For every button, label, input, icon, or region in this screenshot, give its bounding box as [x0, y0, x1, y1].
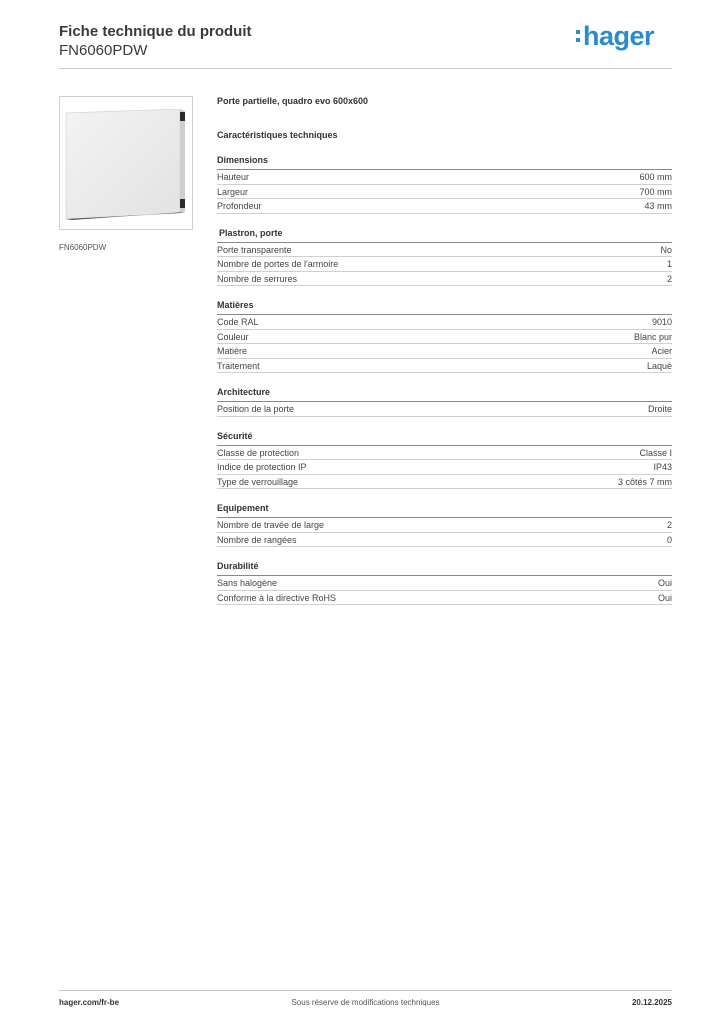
spec-value: 2: [666, 273, 672, 284]
product-image-caption: FN6060PDW: [59, 243, 107, 252]
spec-groups: [217, 155, 672, 605]
spec-value: No: [660, 244, 672, 255]
spec-row: [217, 533, 672, 548]
spec-label: Profondeur: [217, 201, 262, 211]
logo-dots-icon: [576, 30, 580, 46]
spec-row: [217, 272, 672, 287]
spec-label: Conforme à la directive RoHS: [217, 592, 337, 603]
spec-value: Acier: [651, 346, 672, 356]
spec-group: [217, 387, 672, 417]
spec-row: [217, 576, 672, 591]
spec-label: Sans halogène: [217, 578, 278, 588]
spec-group: [217, 228, 672, 287]
spec-label: Nombre de rangées: [217, 534, 297, 545]
spec-row: [217, 591, 672, 606]
footer-disclaimer: Sous réserve de modifications techniques: [291, 998, 440, 1007]
spec-value: 600 mm: [639, 172, 672, 182]
spec-value: 9010: [651, 317, 672, 327]
spec-value: Classe I: [639, 447, 672, 458]
spec-value: Oui: [657, 592, 672, 603]
spec-row: [217, 315, 672, 330]
spec-value: Laqué: [646, 360, 672, 371]
spec-group-title: Sécurité: [217, 431, 672, 446]
spec-row: [217, 170, 672, 185]
logo-wordmark: hager: [582, 21, 654, 51]
spec-value: Oui: [657, 578, 672, 588]
spec-value: 3 côtés 7 mm: [617, 476, 672, 487]
spec-group-title: Durabilité: [217, 561, 672, 576]
spec-heading: Caractéristiques techniques: [217, 130, 338, 140]
spec-group-title: Matières: [217, 300, 672, 315]
spec-group-title: Dimensions: [217, 155, 672, 170]
product-name: Porte partielle, quadro evo 600x600: [217, 96, 369, 106]
spec-group: [217, 503, 672, 547]
footer-date: 20.12.2025: [631, 998, 672, 1007]
spec-row: [217, 518, 672, 533]
spec-row: [217, 460, 672, 475]
spec-value: 43 mm: [644, 201, 672, 211]
spec-group: [217, 155, 672, 214]
document-title: Fiche technique du produit: [59, 23, 252, 40]
footer-website: hager.com/fr-be: [59, 998, 120, 1007]
spec-row: [217, 185, 672, 200]
door-panel-image: [64, 109, 188, 221]
spec-row: [217, 446, 672, 461]
spec-label: Position de la porte: [217, 404, 295, 414]
spec-value: Droite: [647, 404, 672, 414]
spec-value: 0: [666, 534, 672, 545]
spec-label: Nombre de serrures: [217, 273, 298, 284]
spec-label: Matière: [217, 346, 248, 356]
spec-label: Code RAL: [217, 317, 259, 327]
spec-value: IP43: [653, 462, 672, 472]
spec-value: 2: [666, 520, 672, 530]
spec-label: Nombre de travée de large: [217, 520, 325, 530]
page-footer: [59, 990, 672, 1010]
spec-row: [217, 475, 672, 490]
spec-row: [217, 243, 672, 258]
spec-row: [217, 402, 672, 417]
spec-group-title: Architecture: [217, 387, 672, 402]
page-header: [59, 22, 672, 69]
spec-label: Largeur: [217, 186, 249, 197]
spec-group-title: Plastron, porte: [217, 228, 672, 243]
spec-label: Porte transparente: [217, 244, 292, 255]
product-image-frame: [59, 96, 193, 230]
spec-label: Hauteur: [217, 172, 250, 182]
spec-label: Indice de protection IP: [217, 462, 307, 472]
spec-content: [217, 96, 672, 605]
spec-value: Blanc pur: [633, 331, 672, 342]
spec-group-title: Equipement: [217, 503, 672, 518]
product-reference: FN6060PDW: [59, 42, 148, 59]
spec-row: [217, 330, 672, 345]
spec-label: Traitement: [217, 360, 260, 371]
spec-row: [217, 359, 672, 374]
spec-group: [217, 431, 672, 490]
spec-group: [217, 300, 672, 373]
spec-row: [217, 344, 672, 359]
spec-row: [217, 257, 672, 272]
spec-row: [217, 199, 672, 214]
hager-logo: [576, 22, 654, 50]
spec-label: Nombre de portes de l'armoire: [217, 259, 339, 269]
spec-label: Couleur: [217, 331, 249, 342]
spec-value: 700 mm: [639, 186, 672, 197]
spec-label: Type de verrouillage: [217, 476, 299, 487]
spec-value: 1: [666, 259, 672, 269]
spec-group: [217, 561, 672, 605]
spec-label: Classe de protection: [217, 447, 300, 458]
